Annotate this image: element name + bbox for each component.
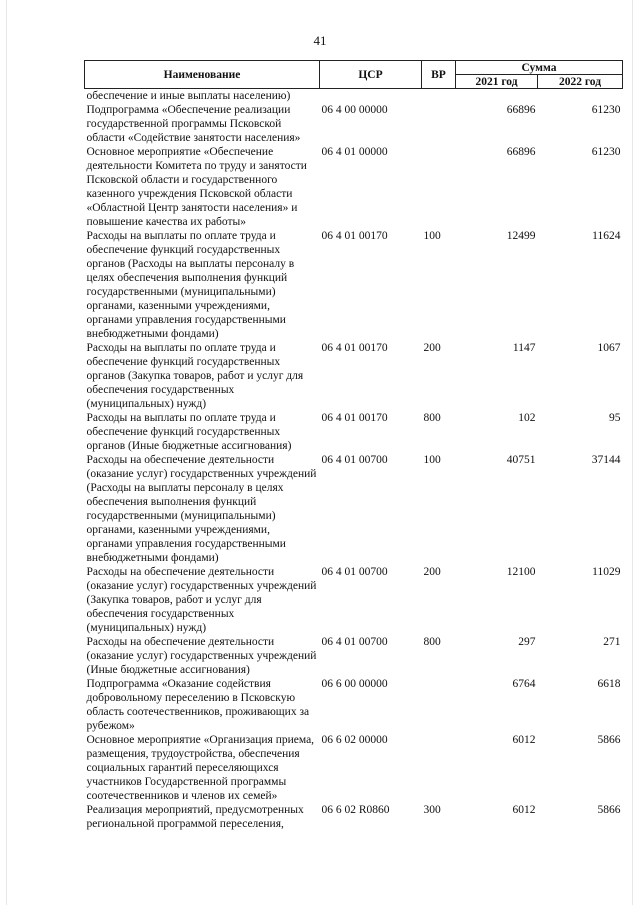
row-name: Реализация мероприятий, предусмотренных региональной программой переселения,	[86, 804, 304, 830]
row-vr: 300	[423, 804, 441, 816]
row-amount-2021: 66896	[506, 104, 536, 116]
row-amount-2021: 12100	[506, 566, 536, 578]
row-vr: 200	[423, 566, 441, 578]
row-amount-2022: 1067	[597, 342, 621, 354]
table-row	[85, 89, 623, 104]
row-amount-2021: 6764	[512, 678, 536, 690]
row-csr: 06 6 02 R0860	[321, 804, 390, 816]
row-amount-2022: 61230	[591, 146, 621, 158]
row-csr: 06 4 01 00700	[321, 454, 388, 466]
row-name: Расходы на обеспечение деятельности (оказание услуг) государственных учреждений (Расходы на выплаты персоналу в целях обеспечения выполнения функций государственными (муниципальными) органами, казенными учреждениями, органами управления государственными внебюджетными фондами)	[86, 454, 317, 564]
row-amount-2021	[456, 89, 538, 104]
row-vr: 100	[423, 230, 441, 242]
row-csr	[320, 89, 422, 104]
row-amount-2021: 297	[518, 636, 536, 648]
row-csr: 06 6 02 00000	[321, 734, 388, 746]
header-vr: ВР	[422, 61, 456, 89]
row-csr: 06 4 00 00000	[321, 104, 388, 116]
header-csr: ЦСР	[320, 61, 422, 89]
table-row	[85, 341, 623, 411]
row-name: Расходы на выплаты по оплате труда и обеспечение функций государственных органов (Иные бюджетные ассигнования)	[86, 412, 292, 452]
table-row	[85, 635, 623, 677]
header-year-2022: 2022 год	[538, 75, 623, 89]
row-vr	[422, 103, 456, 145]
scan-edge-left	[6, 0, 7, 905]
row-amount-2021: 12499	[506, 230, 536, 242]
row-name: обеспечение и иные выплаты населению)	[86, 90, 291, 102]
row-amount-2021: 102	[518, 412, 536, 424]
table-row	[85, 229, 623, 341]
page-number: 41	[313, 33, 327, 48]
row-name: Подпрограмма «Обеспечение реализации государственной программы Псковской области «Содействие занятости населения»	[86, 104, 301, 144]
row-amount-2022: 61230	[591, 104, 621, 116]
row-csr: 06 4 01 00700	[321, 566, 388, 578]
row-name: Подпрограмма «Оказание содействия добровольному переселению в Псковскую область соотечественников, проживающих за рубежом»	[86, 678, 310, 732]
row-amount-2021: 6012	[512, 734, 536, 746]
row-csr: 06 4 01 00170	[321, 412, 388, 424]
row-csr: 06 6 00 00000	[321, 678, 388, 690]
row-amount-2022: 6618	[597, 678, 621, 690]
scan-edge-right	[632, 0, 633, 905]
row-vr: 800	[423, 636, 441, 648]
row-amount-2021: 6012	[512, 804, 536, 816]
table-body	[85, 89, 623, 832]
row-vr	[422, 145, 456, 229]
table-row	[85, 145, 623, 229]
row-vr: 200	[423, 342, 441, 354]
row-name: Расходы на выплаты по оплате труда и обеспечение функций государственных органов (Расходы на выплаты персоналу в целях обеспечения выполнения функций государственными (муниципальными) органами, казенными учреждениями, органами управления государственными внебюджетными фондами)	[86, 230, 295, 340]
row-amount-2022: 5866	[597, 734, 621, 746]
row-amount-2021: 66896	[506, 146, 536, 158]
header-sum: Сумма	[456, 61, 623, 75]
table-row	[85, 565, 623, 635]
row-amount-2022: 37144	[591, 454, 621, 466]
row-vr: 800	[423, 412, 441, 424]
row-vr: 100	[423, 454, 441, 466]
row-csr: 06 4 01 00170	[321, 230, 388, 242]
table-row	[85, 103, 623, 145]
row-amount-2022	[538, 89, 623, 104]
row-amount-2021: 1147	[512, 342, 536, 354]
row-csr: 06 4 01 00170	[321, 342, 388, 354]
table-row	[85, 677, 623, 733]
row-name: Расходы на выплаты по оплате труда и обеспечение функций государственных органов (Закупка товаров, работ и услуг для обеспечения государственных (муниципальных) нужд)	[86, 342, 304, 410]
table-row	[85, 733, 623, 803]
table-row	[85, 411, 623, 453]
row-vr	[422, 677, 456, 733]
header-year-2021: 2021 год	[456, 75, 538, 89]
row-csr: 06 4 01 00700	[321, 636, 388, 648]
row-vr	[422, 733, 456, 803]
row-csr: 06 4 01 00000	[321, 146, 388, 158]
row-amount-2022: 11029	[592, 566, 621, 578]
row-amount-2021: 40751	[506, 454, 536, 466]
row-name: Основное мероприятие «Обеспечение деятельности Комитета по труду и занятости Псковской области и государственного казенного учреждения Псковской области «Областной Центр занятости населения» и повышение качества их работы»	[86, 146, 307, 228]
row-name: Расходы на обеспечение деятельности (оказание услуг) государственных учреждений (Закупка товаров, работ и услуг для обеспечения государственных (муниципальных) нужд)	[86, 566, 317, 634]
row-amount-2022: 5866	[597, 804, 621, 816]
row-amount-2022: 95	[609, 412, 621, 424]
budget-table-container	[84, 60, 622, 831]
row-name: Основное мероприятие «Организация приема, размещения, трудоустройства, обеспечения социальных гарантий переселяющихся участников Государственной программы соотечественников и членов их семей»	[86, 734, 315, 802]
table-row	[85, 803, 623, 831]
header-name: Наименование	[85, 61, 320, 89]
budget-table	[84, 60, 623, 831]
row-vr	[422, 89, 456, 104]
row-amount-2022: 11624	[592, 230, 621, 242]
table-row	[85, 453, 623, 565]
row-amount-2022: 271	[603, 636, 621, 648]
row-name: Расходы на обеспечение деятельности (оказание услуг) государственных учреждений (Иные бюджетные ассигнования)	[86, 636, 317, 676]
